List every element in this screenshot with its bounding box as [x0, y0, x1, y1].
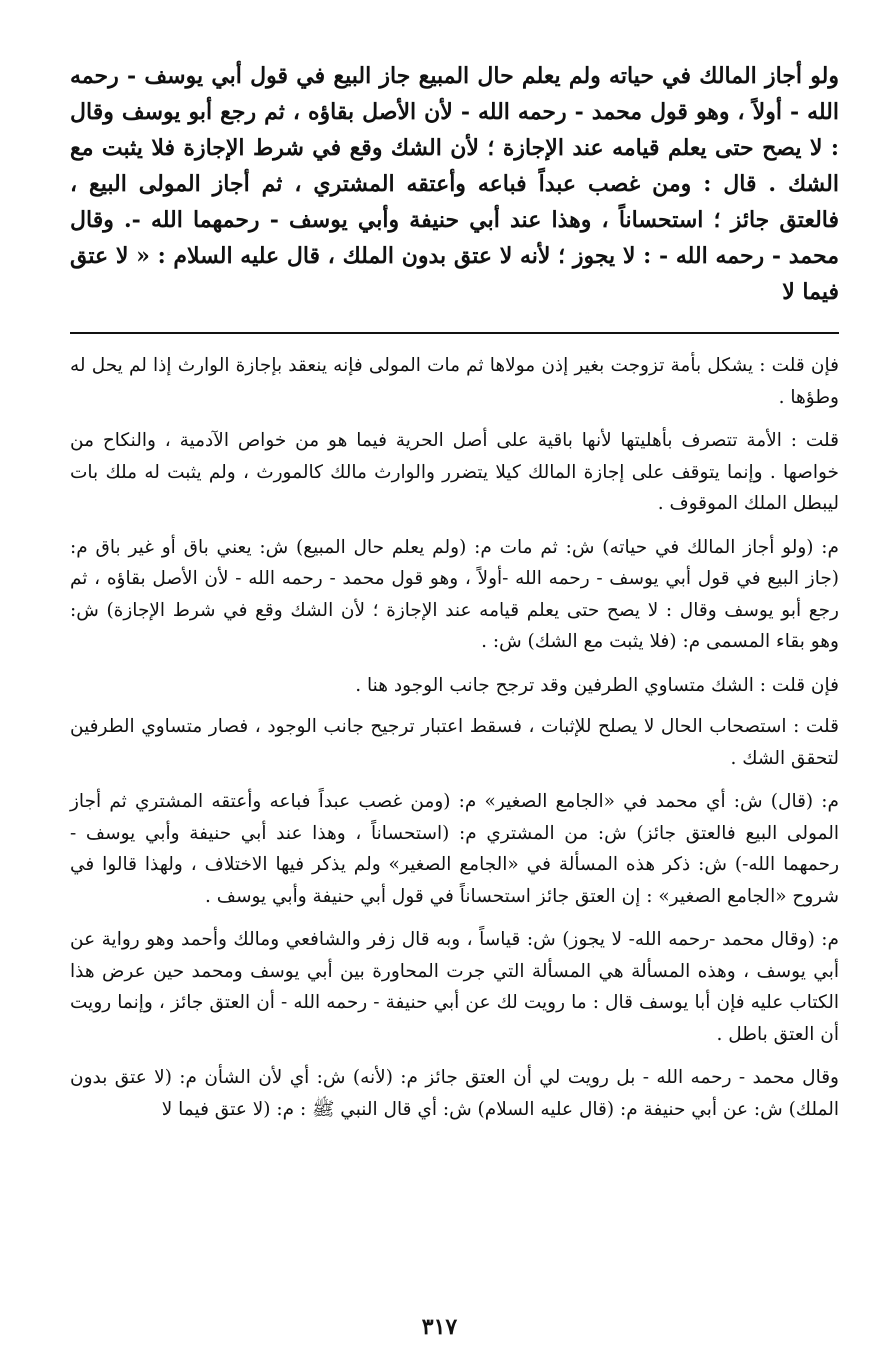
commentary [70, 350, 839, 1125]
page-body [70, 58, 839, 1137]
main-text [70, 58, 839, 310]
commentary-paragraph: فإن قلت : يشكل بأمة تزوجت بغير إذن مولاها ثم مات المولى فإنه ينعقد بإجازة الوارث إذا لم يحل له وطؤها . [70, 355, 839, 408]
main-paragraph: ولو أجاز المالك في حياته ولم يعلم حال المبيع جاز البيع في قول أبي يوسف - رحمه الله - أولاً ، وهو قول محمد - رحمه الله - لأن الأصل بقاؤه ، ثم رجع أبو يوسف وقال : لا يصح حتى يعلم قيامه عند الإجازة ؛ لأن الشك وقع في شرط الإجازة فلا يثبت مع الشك . قال : ومن غصب عبداً فباعه وأعتقه المشتري ، ثم أجاز المولى البيع ، فالعتق جائز ؛ استحساناً ، وهذا عند أبي حنيفة وأبي يوسف - رحمهما الله -. وقال محمد - رحمه الله - : لا يجوز ؛ لأنه لا عتق بدون الملك ، قال عليه السلام : « لا عتق فيما لا [70, 63, 839, 305]
commentary-paragraph: وقال محمد - رحمه الله - بل رويت لي أن العتق جائز م: (لأنه) ش: أي لأن الشأن م: (لا عتق بدون الملك) ش: عن أبي حنيفة م: (قال عليه السلام) ش: أي قال النبي ﷺ : م: (لا عتق فيما لا [70, 1067, 839, 1120]
commentary-paragraph: قلت : الأمة تتصرف بأهليتها لأنها باقية على أصل الحرية فيما هو من خواص الآدمية ، والنكاح من خواصها . وإنما يتوقف على إجازة المالك كيلا يتضرر والوارث مالك كالمورث ، ولم يثبت له ملك بات ليبطل الملك الموقوف . [70, 430, 839, 514]
commentary-paragraph: قلت : استصحاب الحال لا يصلح للإثبات ، فسقط اعتبار ترجيح جانب الوجود ، فصار متساوي الطرفين لتحقق الشك . [70, 716, 839, 769]
commentary-paragraph: م: (وقال محمد -رحمه الله- لا يجوز) ش: قياساً ، وبه قال زفر والشافعي ومالك وأحمد وهو رواية عن أبي يوسف ، وهذه المسألة هي المسألة التي جرت المحاورة بين أبي يوسف ومحمد حين عرض هذا الكتاب عليه فإن أبا يوسف قال : ما رويت لك عن أبي حنيفة - رحمه الله - أن العتق جائز ، وإنما رويت أن العتق باطل . [70, 929, 839, 1045]
commentary-paragraph: م: (ولو أجاز المالك في حياته) ش: ثم مات م: (ولم يعلم حال المبيع) ش: يعني باق أو غير باق م: (جاز البيع في قول أبي يوسف - رحمه الله -أولاً ، وهو قول محمد - رحمه الله - لأن الأصل بقاؤه ، ثم رجع أبو يوسف وقال : لا يصح حتى يعلم قيامه عند الإجازة ؛ لأن الشك وقع في شرط الإجازة) ش: وهو بقاء المسمى م: (فلا يثبت مع الشك) ش: . [70, 536, 839, 652]
page-number: ٣١٧ [421, 1314, 458, 1340]
footnote-divider [70, 332, 839, 334]
commentary-paragraph: م: (قال) ش: أي محمد في «الجامع الصغير» م: (ومن غصب عبداً فباعه وأعتقه المشتري ثم أجاز المولى البيع فالعتق جائز) ش: من المشتري م: (استحساناً ، وهذا عند أبي حنيفة وأبي يوسف - رحمهما الله-) ش: ذكر هذه المسألة في «الجامع الصغير» ولم يذكر فيها الاختلاف ، ولهذا قالوا في شروح «الجامع الصغير» : إن العتق جائز استحساناً في قول أبي حنيفة وأبي يوسف . [70, 791, 839, 907]
commentary-paragraph: فإن قلت : الشك متساوي الطرفين وقد ترجح جانب الوجود هنا . [355, 674, 839, 696]
